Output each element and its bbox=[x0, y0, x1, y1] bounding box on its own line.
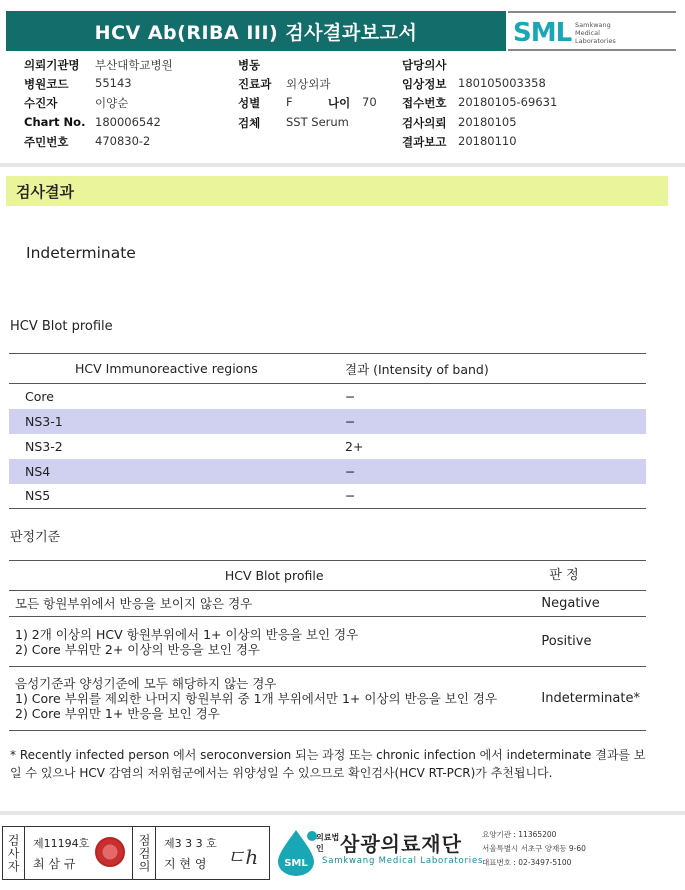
table-row: NS4 − bbox=[9, 459, 646, 484]
info-row: 검사의뢰 20180105 bbox=[402, 115, 517, 130]
column-header: 결과 (Intensity of band) bbox=[339, 354, 646, 384]
footer-logo-text: SML bbox=[284, 858, 308, 869]
info-row: 주민번호 470830-2 bbox=[24, 134, 151, 149]
signature-box bbox=[2, 826, 270, 880]
table-row: Core − bbox=[25, 388, 356, 404]
org-english-name: Samkwang Medical Laboratories bbox=[322, 856, 484, 866]
footnote: * Recently infected person 에서 seroconversion 되는 과정 또는 chronic infection 에서 indeterminate 결과를 보일 수 있으나 HCV 감염의 저위험군에서는 위양성일 수 있으므로 확인검사(HCV RT-PCR)가 추천됩니다. bbox=[10, 748, 646, 780]
info-row: 검체 SST Serum bbox=[238, 115, 349, 130]
blot-profile-title: HCV Blot profile bbox=[10, 319, 113, 334]
reviewer-license-no: 제3 3 3 호 bbox=[164, 837, 217, 850]
result-section-title: 검사결과 bbox=[6, 176, 668, 206]
info-row: 병원코드 55143 bbox=[24, 76, 132, 91]
info-row: 병동 bbox=[238, 58, 261, 72]
reviewer-cell bbox=[160, 827, 270, 879]
column-header: HCV Blot profile bbox=[9, 561, 539, 591]
info-row: 접수번호 20180105-69631 bbox=[402, 95, 558, 110]
sml-logo-subtitle: Samkwang Medical Laboratories bbox=[575, 21, 616, 45]
table-row: 음성기준과 양성기준에 모두 해당하지 않는 경우 1) Core 부위를 제외한 나머지 항원부위 중 1개 부위에서만 1+ 이상의 반응을 보인 경우 2) Core 부위만 1+ 반응을 보인 경우 Indeterminate* bbox=[9, 667, 646, 731]
info-row: 담당의사 bbox=[402, 58, 447, 72]
table-header-row bbox=[9, 561, 646, 591]
info-row-age: 나이 70 bbox=[328, 95, 377, 110]
column-header: 판 정 bbox=[539, 561, 646, 591]
info-row: 성별 F bbox=[238, 95, 293, 110]
report-title: HCV Ab(RIBA III) 검사결과보고서 bbox=[6, 11, 506, 51]
criteria-title: 판정기준 bbox=[10, 530, 61, 545]
column-header: HCV Immunoreactive regions bbox=[9, 354, 339, 384]
seal-stamp-icon bbox=[95, 837, 125, 867]
info-row: 결과보고 20180110 bbox=[402, 134, 517, 149]
divider bbox=[0, 163, 685, 167]
sml-logo-text: SML bbox=[513, 18, 572, 48]
reviewer-label: 점검의 bbox=[134, 827, 156, 879]
table-row: NS5 − bbox=[9, 484, 646, 509]
table-row: NS3-2 2+ bbox=[25, 438, 364, 454]
examiner-label: 검사자 bbox=[3, 827, 25, 879]
sml-drop-logo-icon bbox=[272, 826, 320, 878]
blot-profile-table bbox=[9, 353, 646, 509]
table-row: 모든 항원부위에서 반응을 보이지 않은 경우 Negative bbox=[9, 591, 646, 617]
examiner-name: 최 삼 규 bbox=[33, 857, 76, 871]
info-row: 임상정보 180105003358 bbox=[402, 76, 546, 91]
signature-icon: ㄷh bbox=[226, 845, 259, 869]
divider bbox=[0, 811, 685, 815]
org-prefix: 의료법인 bbox=[316, 833, 340, 853]
info-row: 수진자 이양순 bbox=[24, 96, 129, 110]
table-row: NS3-1 − bbox=[9, 409, 646, 434]
sml-logo bbox=[508, 11, 676, 51]
org-name: 삼광의료재단 bbox=[340, 832, 462, 856]
info-row: 의뢰기관명 부산대학교병원 bbox=[24, 58, 173, 72]
org-details: 요양기관 : 11365200 서울특별시 서초구 양재동 9-60 대표번호 : 02-3497-5100 bbox=[482, 830, 586, 867]
table-row: 1) 2개 이상의 HCV 항원부위에서 1+ 이상의 반응을 보인 경우 2) Core 부위만 2+ 이상의 반응을 보인 경우 Positive bbox=[9, 617, 646, 667]
examiner-cell bbox=[29, 827, 133, 879]
reviewer-name: 지 현 영 bbox=[164, 857, 207, 871]
table-header-row bbox=[9, 354, 646, 384]
examiner-license-no: 제11194호 bbox=[33, 837, 90, 850]
result-interpretation: Indeterminate bbox=[26, 244, 136, 262]
info-row: 진료과 외상외과 bbox=[238, 77, 331, 91]
criteria-table bbox=[9, 560, 646, 731]
info-row: Chart No. 180006542 bbox=[24, 115, 161, 129]
